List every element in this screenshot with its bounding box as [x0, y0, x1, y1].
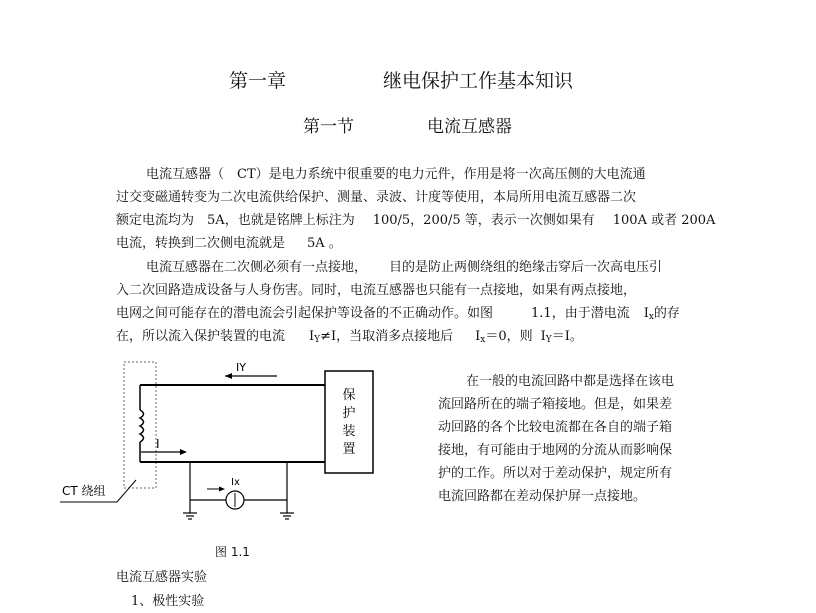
section-number: 第一节 — [303, 117, 354, 137]
p2-line4-d: ≠I，当取消多点接地后 — [320, 329, 454, 344]
circuit-diagram — [55, 355, 385, 530]
p2-line4-g: ＝0，则 — [485, 329, 533, 344]
p2-line4-i: Y — [545, 335, 552, 345]
right-line-1: 在一般的电流回路中都是选择在该电 — [466, 374, 675, 389]
figure-caption: 图 1.1 — [215, 545, 250, 559]
right-paragraph — [438, 370, 688, 508]
ix-label: Ix — [231, 477, 240, 488]
p2-line3-e: 的存 — [653, 306, 680, 321]
p2-line1 — [146, 257, 662, 279]
box-label-4: 置 — [342, 442, 356, 457]
p2-line3-c: I — [643, 306, 649, 321]
p1-line3-d: 100/5，200/5 等，表示一次侧如果有 — [372, 213, 595, 228]
p2-line4-f: x — [480, 335, 486, 345]
ct-coil — [140, 410, 144, 442]
p1-line1: 电流互感器（ CT）是电力系统中很重要的电力元件，作用是将一次高压侧的大电流通 — [146, 167, 646, 182]
p2-line4-a: 在，所以流入保护装置的电流 — [116, 329, 286, 344]
p2-line3-a: 电网之间可能存在的潜电流会引起保护等设备的不正确动作。如图 — [116, 306, 494, 321]
i-arrow-head — [180, 449, 187, 455]
protection-device-box — [325, 371, 373, 473]
right-line-5: 护的工作。所以对于差动保护，规定所有 — [438, 466, 673, 481]
p2-line2: 入二次回路造成设备与人身伤害。同时，电流互感器也只能有一点接地，如果有两点接地， — [116, 283, 637, 298]
right-line-6: 电流回路都在差动保护屏一点接地。 — [438, 489, 647, 504]
iy-label: IY — [236, 361, 246, 374]
ct-leader-diagonal — [117, 480, 136, 502]
ct-winding-label: CT 绕组 — [62, 484, 106, 498]
experiment-item-1: 1、极性实验 — [131, 594, 205, 609]
right-line-2: 流回路所在的端子箱接地。但是，如果差 — [438, 397, 673, 412]
p1-line3-a: 额定电流均为 — [116, 213, 195, 228]
section-title: 电流互感器 — [427, 117, 512, 137]
p1-line4-a: 电流，转换到二次侧电流就是 — [116, 236, 286, 251]
p1-line3-e: 100A 或者 200A — [612, 213, 716, 228]
ct-enclosure — [124, 362, 156, 488]
p1-line3-c: ，也就是铭牌上标注为 — [224, 213, 355, 228]
p2-line4-b: I — [309, 329, 315, 344]
p2-line3 — [116, 303, 680, 326]
p1-line3 — [116, 210, 715, 232]
box-label-1: 保 — [342, 388, 356, 403]
p1-line4-b: 5A 。 — [307, 236, 342, 251]
chapter-title: 继电保护工作基本知识 — [383, 70, 574, 92]
p1-line3-b: 5A — [207, 213, 225, 228]
right-line-4: 接地，有可能由于地网的分流从而影响保 — [438, 443, 673, 458]
box-label-3: 装 — [342, 424, 356, 439]
p2-line4-e: I — [475, 329, 481, 344]
iy-arrow-head — [225, 373, 232, 379]
p1-line2: 过交变磁通转变为二次电流供给保护、测量、录波、计度等使用，本局所用电流互感器二次 — [116, 190, 637, 205]
ground-icon-left — [183, 513, 197, 519]
p2-line3-d: x — [648, 312, 654, 322]
right-line-3: 动回路的各个比较电流都在各自的端子箱 — [438, 420, 673, 435]
p2-line4-j: ＝I。 — [551, 329, 583, 344]
i-label: I — [156, 437, 160, 451]
ix-arrow-head — [219, 487, 225, 492]
p2-line3-b: 1.1，由于潜电流 — [531, 306, 630, 321]
p2-line1-a: 电流互感器在二次侧必须有一点接地， — [146, 260, 368, 275]
p2-line4-c: Y — [314, 335, 321, 345]
p2-line4 — [116, 326, 583, 349]
p1-line4 — [116, 233, 342, 255]
experiment-title: 电流互感器实验 — [116, 570, 208, 585]
p2-line1-b: 目的是防止两侧绕组的绝缘击穿后一次高电压引 — [389, 260, 663, 275]
box-label-2: 护 — [342, 406, 356, 421]
chapter-number: 第一章 — [229, 70, 287, 92]
p2-line4-h: I — [540, 329, 546, 344]
ground-icon-right — [280, 513, 294, 519]
